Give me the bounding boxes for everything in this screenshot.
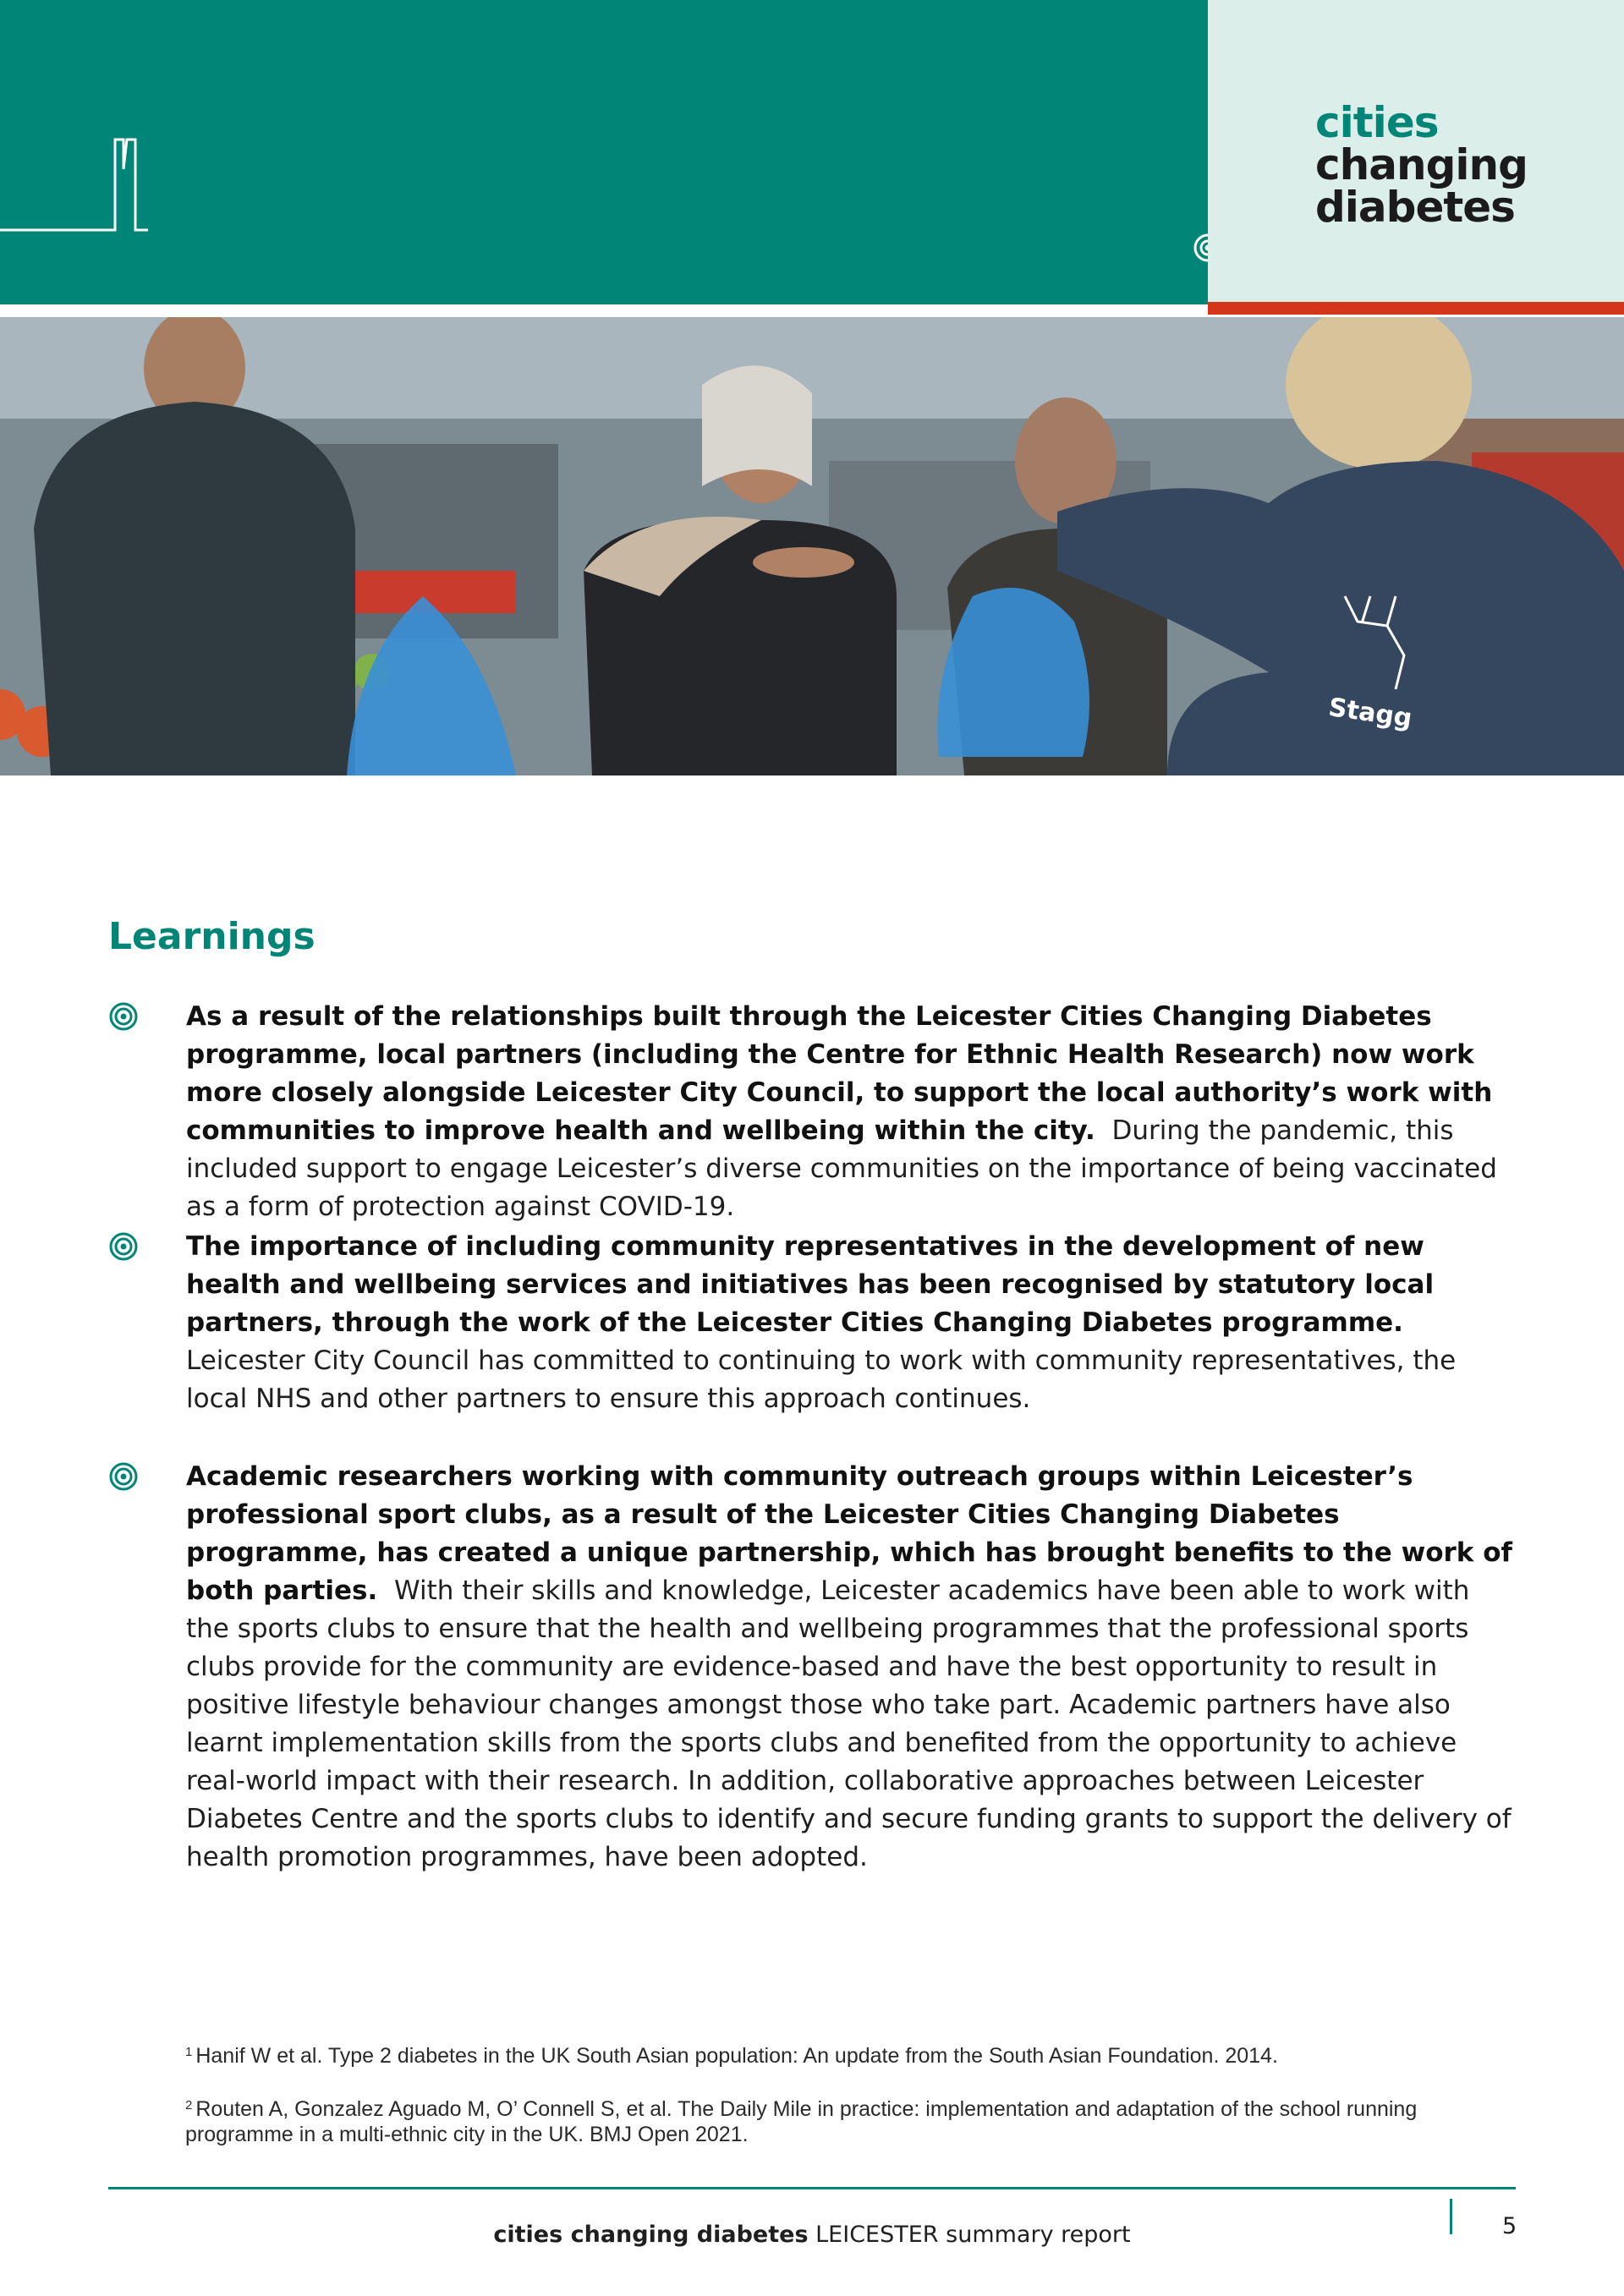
learning-paragraph <box>186 998 1521 1226</box>
learning-item-1 <box>108 998 1521 1226</box>
learning-bold-text: As a result of the relationships built through the Leicester Cities Changing Diabetes programme, local partners (including the Centre for Ethnic Health Research) now work more closely alongside Leicester City Council, to support the local authority’s work with communities to improve health and wellbeing within the city. <box>186 1001 1493 1146</box>
city-skyline-illustration <box>0 0 1235 304</box>
footnote-text: Routen A, Gonzalez Aguado M, O’ Connell S, et al. The Daily Mile in practice: implementation and adaptation of the school running programme in a multi-ethnic city in the UK. BMJ Open 2021. <box>185 2097 1418 2146</box>
logo-line-cities: cities <box>1315 98 1439 147</box>
learning-bold-text: The importance of including community representatives in the development of new health and wellbeing services and initiatives has been recognised by statutory local partners, through the work of the Leicester Cities Changing Diabetes programme. <box>186 1231 1435 1338</box>
footnote-text: Hanif W et al. Type 2 diabetes in the UK South Asian population: An update from the South Asian Foundation. 2014. <box>195 2044 1278 2068</box>
page-number: 5 <box>1502 2213 1517 2239</box>
footer-brand: cities changing diabetes <box>493 2222 809 2248</box>
footnote-number: 2 <box>185 2098 193 2112</box>
learning-regular-text: During the pandemic, this included support to engage Leicester’s diverse communities on the importance of being vaccinated as a form of protection against COVID-19. <box>186 1115 1497 1222</box>
cities-changing-diabetes-logo <box>1315 98 1528 232</box>
footnote-2 <box>185 2093 1505 2147</box>
learning-item-2 <box>108 1228 1521 1418</box>
logo-accent-bar <box>1208 302 1624 315</box>
footer-rule <box>108 2187 1516 2189</box>
footer-report-title <box>0 2222 1624 2248</box>
target-bullet-icon <box>108 1461 139 1492</box>
learning-paragraph <box>186 1458 1521 1877</box>
footnote-number: 1 <box>185 2045 193 2059</box>
learning-item-3 <box>108 1458 1521 1877</box>
learning-bold-text: Academic researchers working with community outreach groups within Leicester’s professional sport clubs, as a result of the Leicester Cities Changing Diabetes programme, has created a unique partnership, which has brought benefits to the work of both parties. <box>186 1461 1512 1606</box>
market-photo <box>0 317 1624 775</box>
section-title: Learnings <box>108 915 315 958</box>
jacket-text: Stagg <box>1326 693 1414 734</box>
logo-line-diabetes: diabetes <box>1315 183 1515 232</box>
footnote-1 <box>185 2040 1505 2069</box>
logo-line-changing: changing <box>1315 140 1528 189</box>
footer-report-name: LEICESTER summary report <box>815 2222 1131 2248</box>
market-photo-illustration <box>0 317 1624 775</box>
target-bullet-icon <box>108 1001 139 1032</box>
footer-divider <box>1450 2199 1452 2234</box>
learning-regular-text: With their skills and knowledge, Leicester academics have been able to work with the sports clubs to ensure that the health and wellbeing programmes that the professional sports clubs provide for the community are evidence-based and have the best opportunity to result in positive lifestyle behaviour changes amongst those who take part. Academic partners have also learnt implementation skills from the sports clubs and benefited from the opportunity to achieve real-world impact with their research. In addition, collaborative approaches between Leicester Diabetes Centre and the sports clubs to identify and secure funding grants to support the delivery of health promotion programmes, have been adopted. <box>186 1575 1512 1872</box>
target-bullet-icon <box>108 1231 139 1262</box>
learning-regular-text: Leicester City Council has committed to continuing to work with community representatives, the local NHS and other partners to ensure this approach continues. <box>186 1345 1457 1414</box>
learning-paragraph <box>186 1228 1521 1418</box>
